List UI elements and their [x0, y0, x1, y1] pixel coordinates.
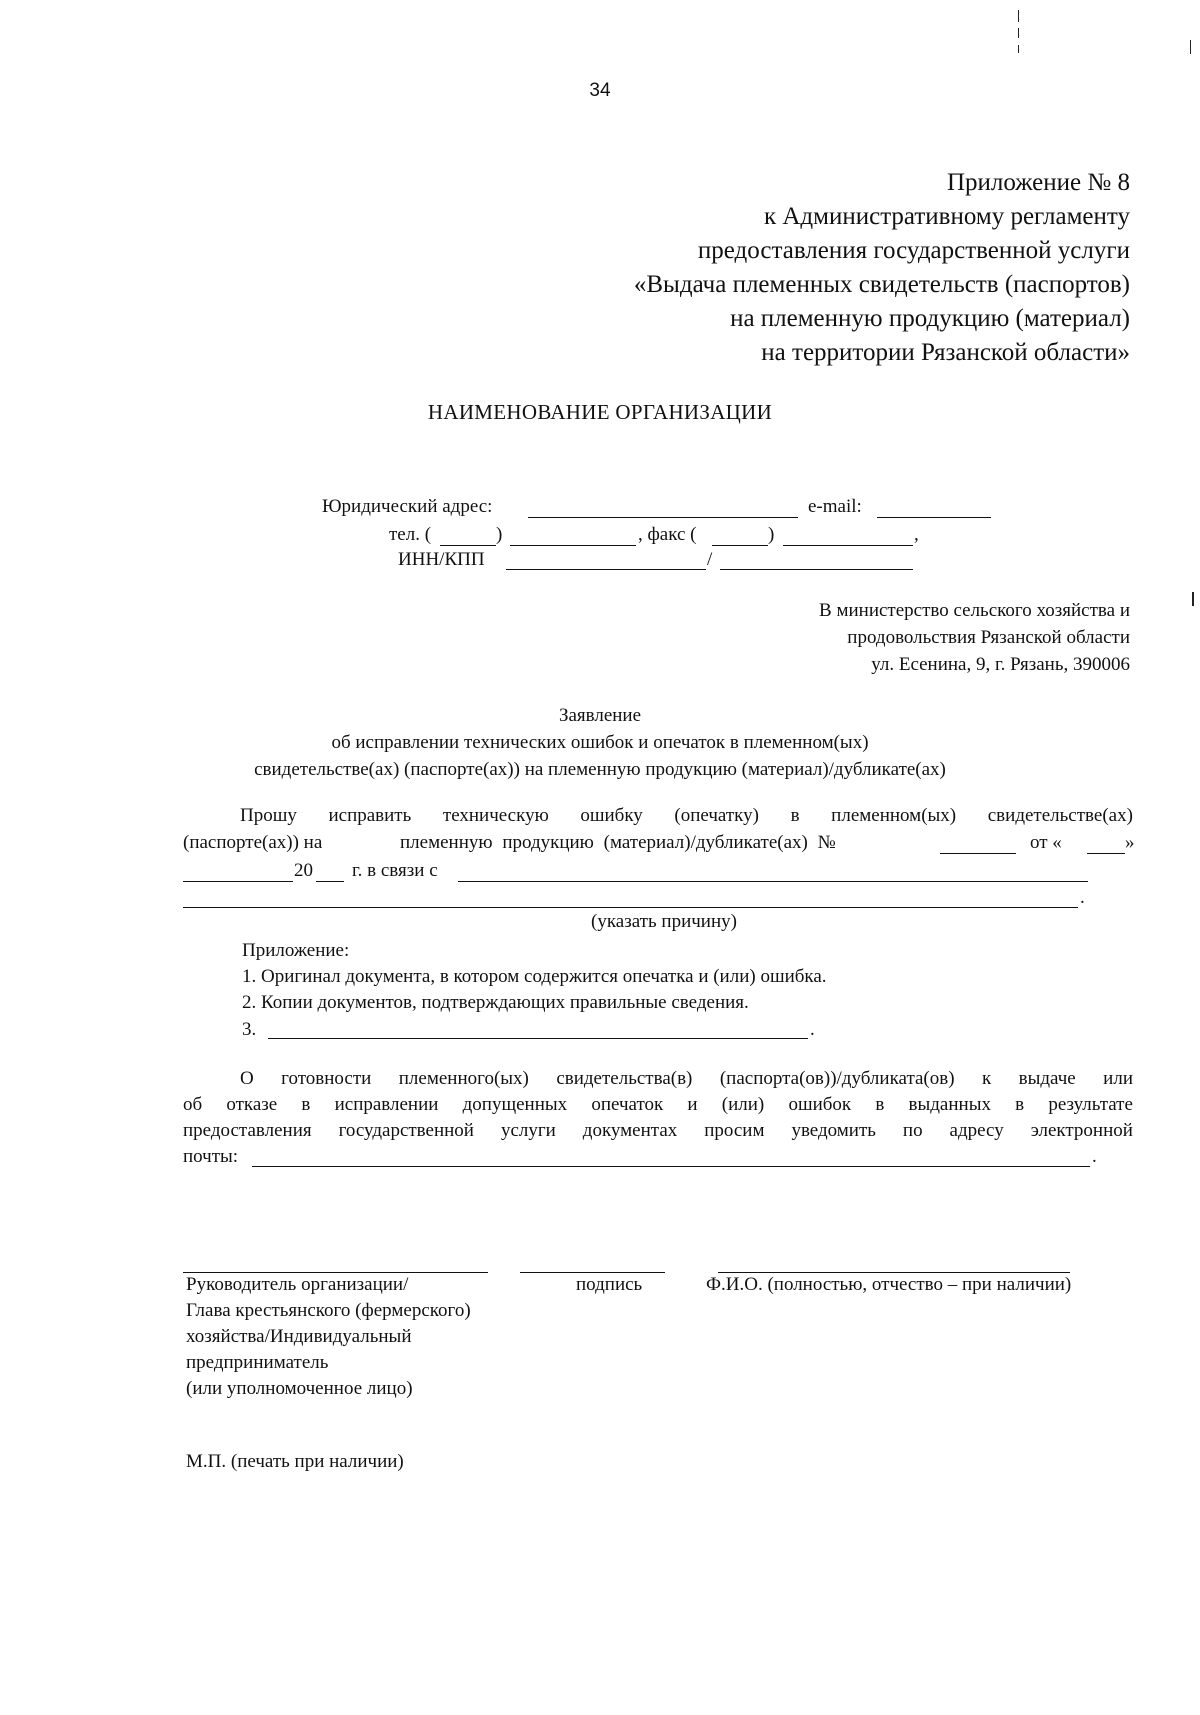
annex-header — [634, 166, 1130, 370]
word: допущенных — [462, 1094, 568, 1115]
annex-line: на племенную продукцию (материал) — [730, 305, 1130, 332]
fax-code-field[interactable] — [712, 545, 768, 546]
tel-paren-close: ) — [496, 524, 503, 545]
head-label-line: хозяйства/Индивидуальный — [186, 1326, 412, 1347]
word: уведомить — [791, 1120, 876, 1141]
scan-mark — [1190, 40, 1191, 54]
word: свидетельства(в) — [556, 1068, 693, 1089]
head-label — [186, 1272, 471, 1402]
page-number: 34 — [589, 80, 611, 101]
tel-label: тел. ( — [389, 524, 432, 545]
attachment-item: 1. Оригинал документа, в котором содержится опечатка и (или) ошибка. — [242, 966, 827, 987]
reason-period: . — [1080, 887, 1085, 908]
word: в — [301, 1094, 311, 1115]
word: свидетельстве(ах) — [987, 805, 1133, 826]
notification-email-field[interactable] — [252, 1166, 1090, 1167]
email-field[interactable] — [877, 517, 991, 518]
fax-number-field[interactable] — [783, 545, 913, 546]
attachment-item: 2. Копии документов, подтверждающих правильные сведения. — [242, 992, 749, 1013]
word: услуги — [500, 1120, 556, 1141]
head-label-line: предприниматель — [186, 1352, 329, 1373]
word: государственной — [338, 1120, 474, 1141]
word: готовности — [281, 1068, 372, 1089]
word: исправлении — [334, 1094, 439, 1115]
year-prefix: 20 — [294, 860, 313, 881]
annex-line: на территории Рязанской области» — [761, 339, 1130, 366]
inn-kpp-slash: / — [707, 549, 713, 570]
annex-line: к Административному регламенту — [763, 203, 1130, 230]
word: техническую — [442, 805, 549, 826]
legal-address-label: Юридический адрес: — [322, 496, 493, 517]
word: ошибку — [580, 805, 643, 826]
word: О — [240, 1068, 254, 1089]
word: документах — [582, 1120, 678, 1141]
kpp-field[interactable] — [720, 569, 913, 570]
scan-mark — [1018, 10, 1019, 22]
word: результате — [1048, 1094, 1133, 1115]
tel-number-field[interactable] — [510, 545, 636, 546]
attachment-3-period: . — [810, 1019, 815, 1040]
certificate-day-field[interactable] — [1087, 853, 1125, 854]
request-quote-close: » — [1125, 832, 1135, 853]
signature-label: подпись — [576, 1274, 643, 1295]
word: (паспорта(ов))/дубликата(ов) — [719, 1068, 955, 1089]
scan-mark — [1018, 45, 1019, 53]
scan-mark — [1192, 592, 1194, 606]
certificate-month-field[interactable] — [183, 881, 293, 882]
word: выданных — [908, 1094, 991, 1115]
statement-subtitle: об исправлении технических ошибок и опечаток в племенном(ых) — [331, 732, 869, 753]
word: Прошу — [240, 805, 297, 826]
word: (опечатку) — [674, 805, 759, 826]
scan-mark — [1018, 28, 1019, 38]
word: ошибок — [788, 1094, 852, 1115]
word: (или) — [721, 1094, 765, 1115]
head-label-line: Глава крестьянского (фермерского) — [186, 1300, 471, 1321]
word: адресу — [949, 1120, 1004, 1141]
addressee-block — [819, 597, 1130, 678]
legal-address-field[interactable] — [528, 517, 798, 518]
word: исправить — [328, 805, 412, 826]
addressee-line: В министерство сельского хозяйства и — [819, 600, 1130, 621]
attachment-item: 3. — [242, 1019, 257, 1040]
word: просим — [704, 1120, 765, 1141]
annex-line: «Выдача племенных свидетельств (паспортов) — [633, 271, 1130, 298]
word: в — [875, 1094, 885, 1115]
head-label-line: Руководитель организации/ — [186, 1274, 409, 1295]
annex-line: Приложение № 8 — [946, 169, 1130, 196]
notice-period: . — [1092, 1146, 1097, 1167]
word: племенного(ых) — [398, 1068, 529, 1089]
trailing-comma: , — [914, 524, 919, 545]
statement-title: Заявление — [558, 705, 642, 726]
inn-kpp-label: ИНН/КПП — [398, 549, 485, 570]
reason-label: г. в связи с — [352, 860, 438, 881]
word: в — [1015, 1094, 1025, 1115]
fio-label: Ф.И.О. (полностью, отчество – при наличии) — [706, 1274, 1072, 1295]
word: отказе — [226, 1094, 278, 1115]
notice-line-3 — [183, 1120, 1133, 1142]
tel-code-field[interactable] — [440, 545, 496, 546]
word: племенном(ых) — [831, 805, 957, 826]
request-line-1 — [240, 805, 1133, 827]
organization-name-heading: НАИМЕНОВАНИЕ ОРГАНИЗАЦИИ — [427, 400, 773, 424]
attachment-3-field[interactable] — [268, 1038, 808, 1039]
request-line-2-start: (паспорте(ах)) на — [183, 832, 323, 853]
stamp-note: М.П. (печать при наличии) — [186, 1451, 404, 1472]
fax-paren-close: ) — [768, 524, 775, 545]
word: выдаче — [1018, 1068, 1076, 1089]
notice-line-2 — [183, 1094, 1133, 1116]
email-label: e-mail: — [808, 496, 862, 517]
addressee-line: ул. Есенина, 9, г. Рязань, 390006 — [871, 654, 1130, 675]
addressee-line: продовольствия Рязанской области — [847, 627, 1130, 648]
attachments-heading: Приложение: — [242, 940, 350, 961]
certificate-year-field[interactable] — [316, 881, 344, 882]
annex-line: предоставления государственной услуги — [697, 237, 1130, 264]
word: к — [981, 1068, 992, 1089]
word: по — [902, 1120, 923, 1141]
word: об — [183, 1094, 203, 1115]
statement-subtitle: свидетельстве(ах) (паспорте(ах)) на племенную продукцию (материал)/дубликате(ах) — [254, 759, 946, 780]
inn-field[interactable] — [506, 569, 706, 570]
word: электронной — [1030, 1120, 1133, 1141]
reason-hint: (указать причину) — [591, 911, 737, 932]
word: и — [687, 1094, 698, 1115]
certificate-number-field[interactable] — [940, 853, 1016, 854]
email-notice-label: почты: — [183, 1146, 239, 1167]
statement-title-block — [0, 702, 1200, 783]
word: в — [790, 805, 800, 826]
word: предоставления — [183, 1120, 312, 1141]
word: опечаток — [591, 1094, 664, 1115]
head-label-line: (или уполномоченное лицо) — [186, 1378, 413, 1399]
request-line-2-mid: племенную продукцию (материал)/дубликате(ах) № — [400, 832, 836, 853]
notice-line-1 — [240, 1068, 1133, 1090]
reason-field[interactable] — [458, 881, 1088, 882]
request-from-label: от « — [1030, 832, 1062, 853]
word: или — [1103, 1068, 1133, 1089]
reason-field-continued[interactable] — [183, 907, 1078, 908]
fax-label: , факс ( — [638, 524, 697, 545]
